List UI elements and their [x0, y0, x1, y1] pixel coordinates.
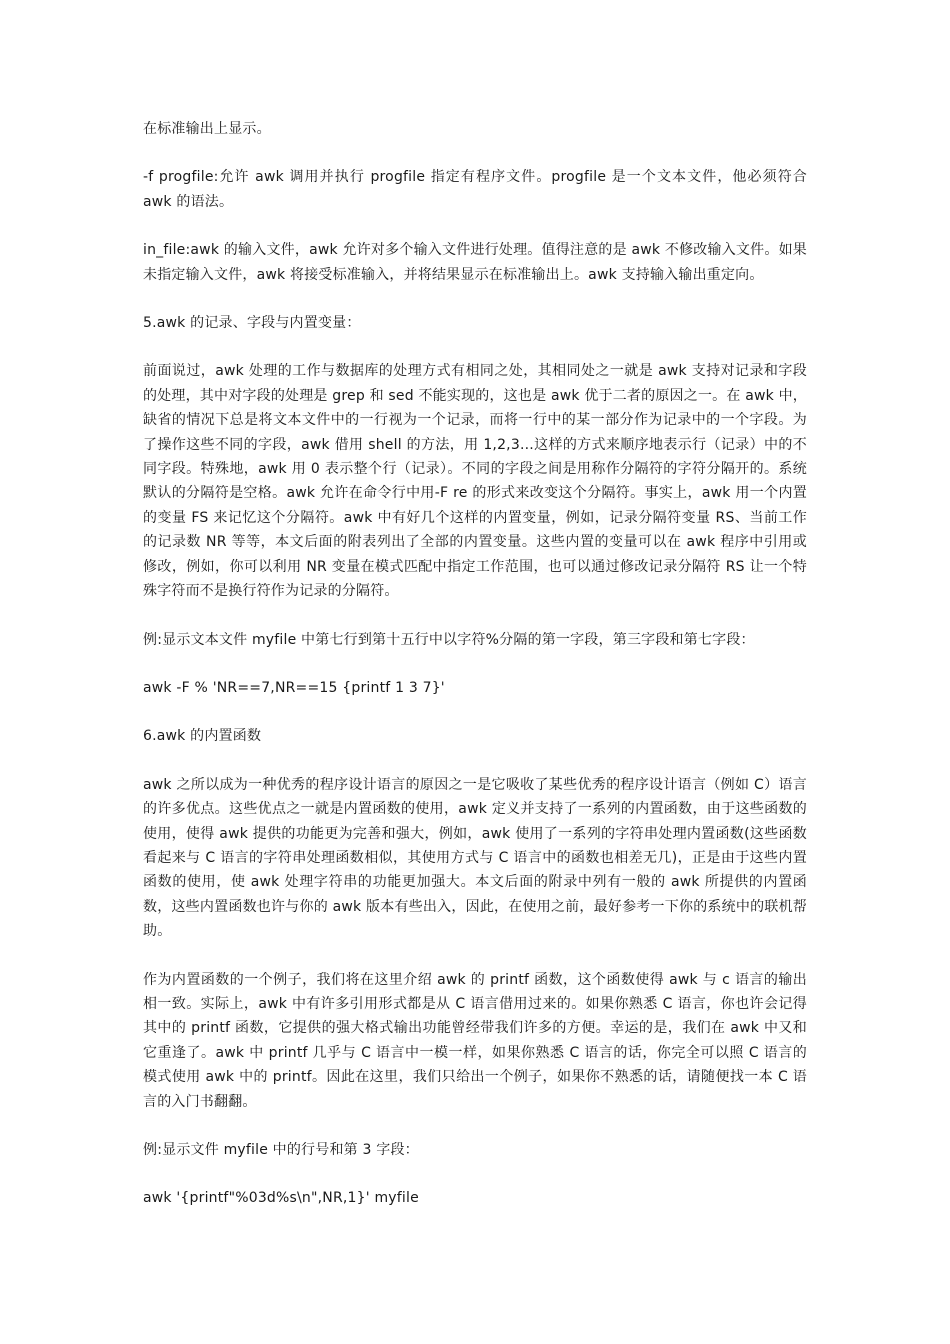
paragraph-builtin-functions: awk 之所以成为一种优秀的程序设计语言的原因之一是它吸收了某些优秀的程序设计语言（例如 C）语言的许多优点。这些优点之一就是内置函数的使用，awk 定义并支持了一系列的内置函数，由于这些函数的使用，使得 awk 提供的功能更为完善和强大，例如，awk 使用了一系列的字符串处理内置函数(这些函数看起来与 C 语言的字符串处理函数相似，其使用方式与 C 语言中的函数也相差无几)，正是由于这些内置函数的使用，使 awk 处理字符串的功能更加强大。本文后面的附录中列有一般的 awk 所提供的内置函数，这些内置函数也许与你的 awk 版本有些出入，因此，在使用之前，最好参考一下你的系统中的联机帮助。: [143, 776, 807, 940]
paragraph-stdout-note: 在标准输出上显示。: [143, 121, 271, 137]
paragraph-f-option: -f progfile:允许 awk 调用并执行 progfile 指定有程序文件。progfile 是一个文本文件，他必须符合 awk 的语法。: [143, 169, 807, 210]
section-heading-records-fields: 5.awk 的记录、字段与内置变量：: [143, 315, 361, 332]
paragraph-in-file: in_file:awk 的输入文件，awk 允许对多个输入文件进行处理。值得注意的是 awk 不修改输入文件。如果未指定输入文件，awk 将接受标准输入，并将结果显示在标准输出上。awk 支持输入输出重定向。: [143, 242, 807, 283]
document-page: [143, 117, 807, 1211]
paragraph-records-fields: 前面说过，awk 处理的工作与数据库的处理方式有相同之处，其相同处之一就是 awk 支持对记录和字段的处理，其中对字段的处理是 grep 和 sed 不能实现的，这也是 awk 优于二者的原因之一。在 awk 中，缺省的情况下总是将文本文件中的一行视为一个记录，而将一行中的某一部分作为记录中的一个字段。为了操作这些不同的字段，awk 借用 shell 的方法，用 1,2,3...这样的方式来顺序地表示行（记录）中的不同字段。特殊地，awk 用 0 表示整个行（记录）。不同的字段之间是用称作分隔符的字符分隔开的。系统默认的分隔符是空格。awk 允许在命令行中用-F re 的形式来改变这个分隔符。事实上，awk 用一个内置的变量 FS 来记忆这个分隔符。awk 中有好几个这样的内置变量，例如，记录分隔符变量 RS、当前工作的记录数 NR 等等，本文后面的附表列出了全部的内置变量。这些内置的变量可以在 awk 程序中引用或修改，例如，你可以利用 NR 变量在模式匹配中指定工作范围，也可以通过修改记录分隔符 RS 让一个特殊字符而不是换行符作为记录的分隔符。: [143, 363, 807, 600]
section-heading-builtin-functions: 6.awk 的内置函数: [143, 728, 262, 745]
paragraph-example-fields: 例:显示文本文件 myfile 中第七行到第十五行中以字符%分隔的第一字段，第三字段和第七字段：: [143, 631, 755, 648]
code-example-printf: awk '{printf"%03d%s\n",NR,1}' myfile: [143, 1190, 419, 1207]
paragraph-example-line-numbers: 例:显示文件 myfile 中的行号和第 3 字段：: [143, 1142, 419, 1158]
paragraph-printf: 作为内置函数的一个例子，我们将在这里介绍 awk 的 printf 函数，这个函数使得 awk 与 c 语言的输出相一致。实际上，awk 中有许多引用形式都是从 C 语言借用过来的。如果你熟悉 C 语言，你也许会记得其中的 printf 函数，它提供的强大格式输出功能曾经带我们许多的方便。幸运的是，我们在 awk 中又和它重逢了。awk 中 printf 几乎与 C 语言中一模一样，如果你熟悉 C 语言的话，你完全可以照 C 语言的模式使用 awk 中的 printf。因此在这里，我们只给出一个例子，如果你不熟悉的话，请随便找一本 C 语言的入门书翻翻。: [143, 971, 807, 1110]
code-example-fields: awk -F % 'NR==7,NR==15 {printf 1 3 7}': [143, 679, 445, 696]
